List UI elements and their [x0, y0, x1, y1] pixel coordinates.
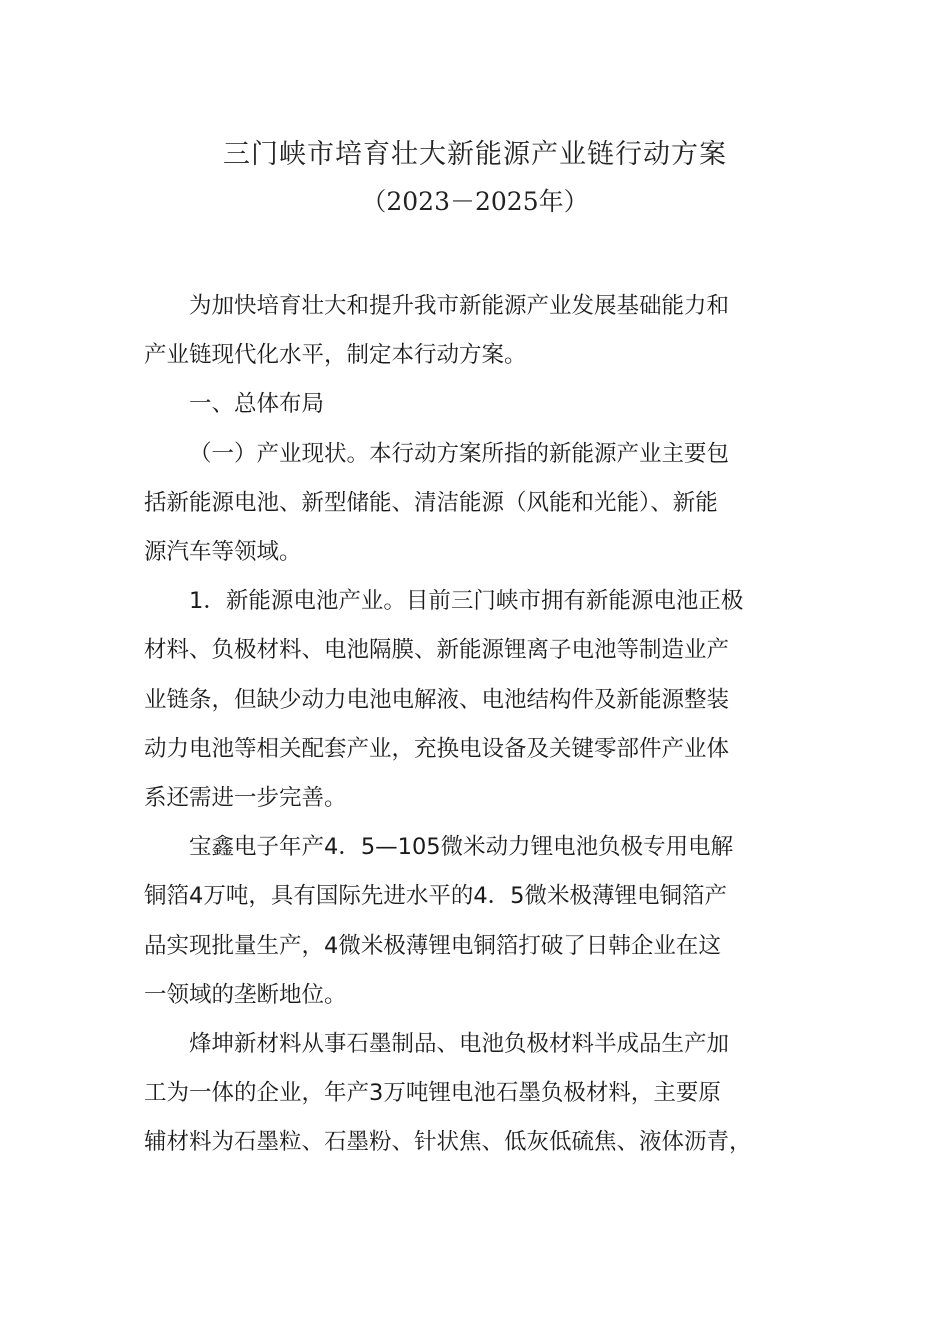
document-subtitle: （2023－2025年） — [361, 187, 589, 216]
text-line: 工为一体的企业，年产3万吨锂电池石墨负极材料，主要原 — [144, 1080, 721, 1107]
text-line: 为加快培育壮大和提升我市新能源产业发展基础能力和 — [189, 293, 730, 319]
paragraph-intro — [144, 282, 812, 380]
section-heading-overall-layout — [144, 380, 812, 429]
paragraph-baoxin-electronics — [144, 823, 812, 1020]
text-line: 铜箔4万吨，具有国际先进水平的4．5微米极薄锂电铜箔产 — [144, 883, 727, 910]
text-line: 1．新能源电池产业。目前三门峡市拥有新能源电池正极 — [189, 588, 744, 615]
paragraph-battery-industry — [144, 577, 812, 823]
text-line: 产业链现代化水平，制定本行动方案。 — [144, 342, 527, 369]
paragraph-industry-status — [144, 430, 812, 578]
text-line: 一领域的垄断地位。 — [144, 981, 347, 1008]
text-line: 源汽车等领域。 — [144, 539, 302, 566]
text-line: 材料、负极材料、电池隔膜、新能源锂离子电池等制造业产 — [144, 637, 730, 664]
document-body — [144, 282, 812, 1168]
text-line: 系还需进一步完善。 — [144, 785, 347, 812]
text-line: （一）产业现状。本行动方案所指的新能源产业主要包 — [189, 440, 730, 467]
text-line: 烽坤新材料从事石墨制品、电池负极材料半成品生产加 — [189, 1031, 730, 1058]
text-line: 括新能源电池、新型储能、清洁能源（风能和光能）、新能 — [144, 489, 718, 516]
text-line: 一、总体布局 — [189, 391, 325, 418]
document-title: 三门峡市培育壮大新能源产业链行动方案 — [223, 139, 727, 170]
text-line: 业链条，但缺少动力电池电解液、电池结构件及新能源整装 — [144, 686, 730, 713]
text-line: 宝鑫电子年产4．5—105微米动力锂电池负极专用电解 — [189, 834, 734, 861]
text-line: 品实现批量生产，4微米极薄锂电铜箔打破了日韩企业在这 — [144, 932, 721, 959]
text-line: 动力电池等相关配套产业，充换电设备及关键零部件产业体 — [144, 735, 730, 762]
text-line: 辅材料为石墨粒、石墨粉、针状焦、低灰低硫焦、液体沥青， — [144, 1129, 752, 1156]
paragraph-fengkun-materials — [144, 1020, 812, 1168]
